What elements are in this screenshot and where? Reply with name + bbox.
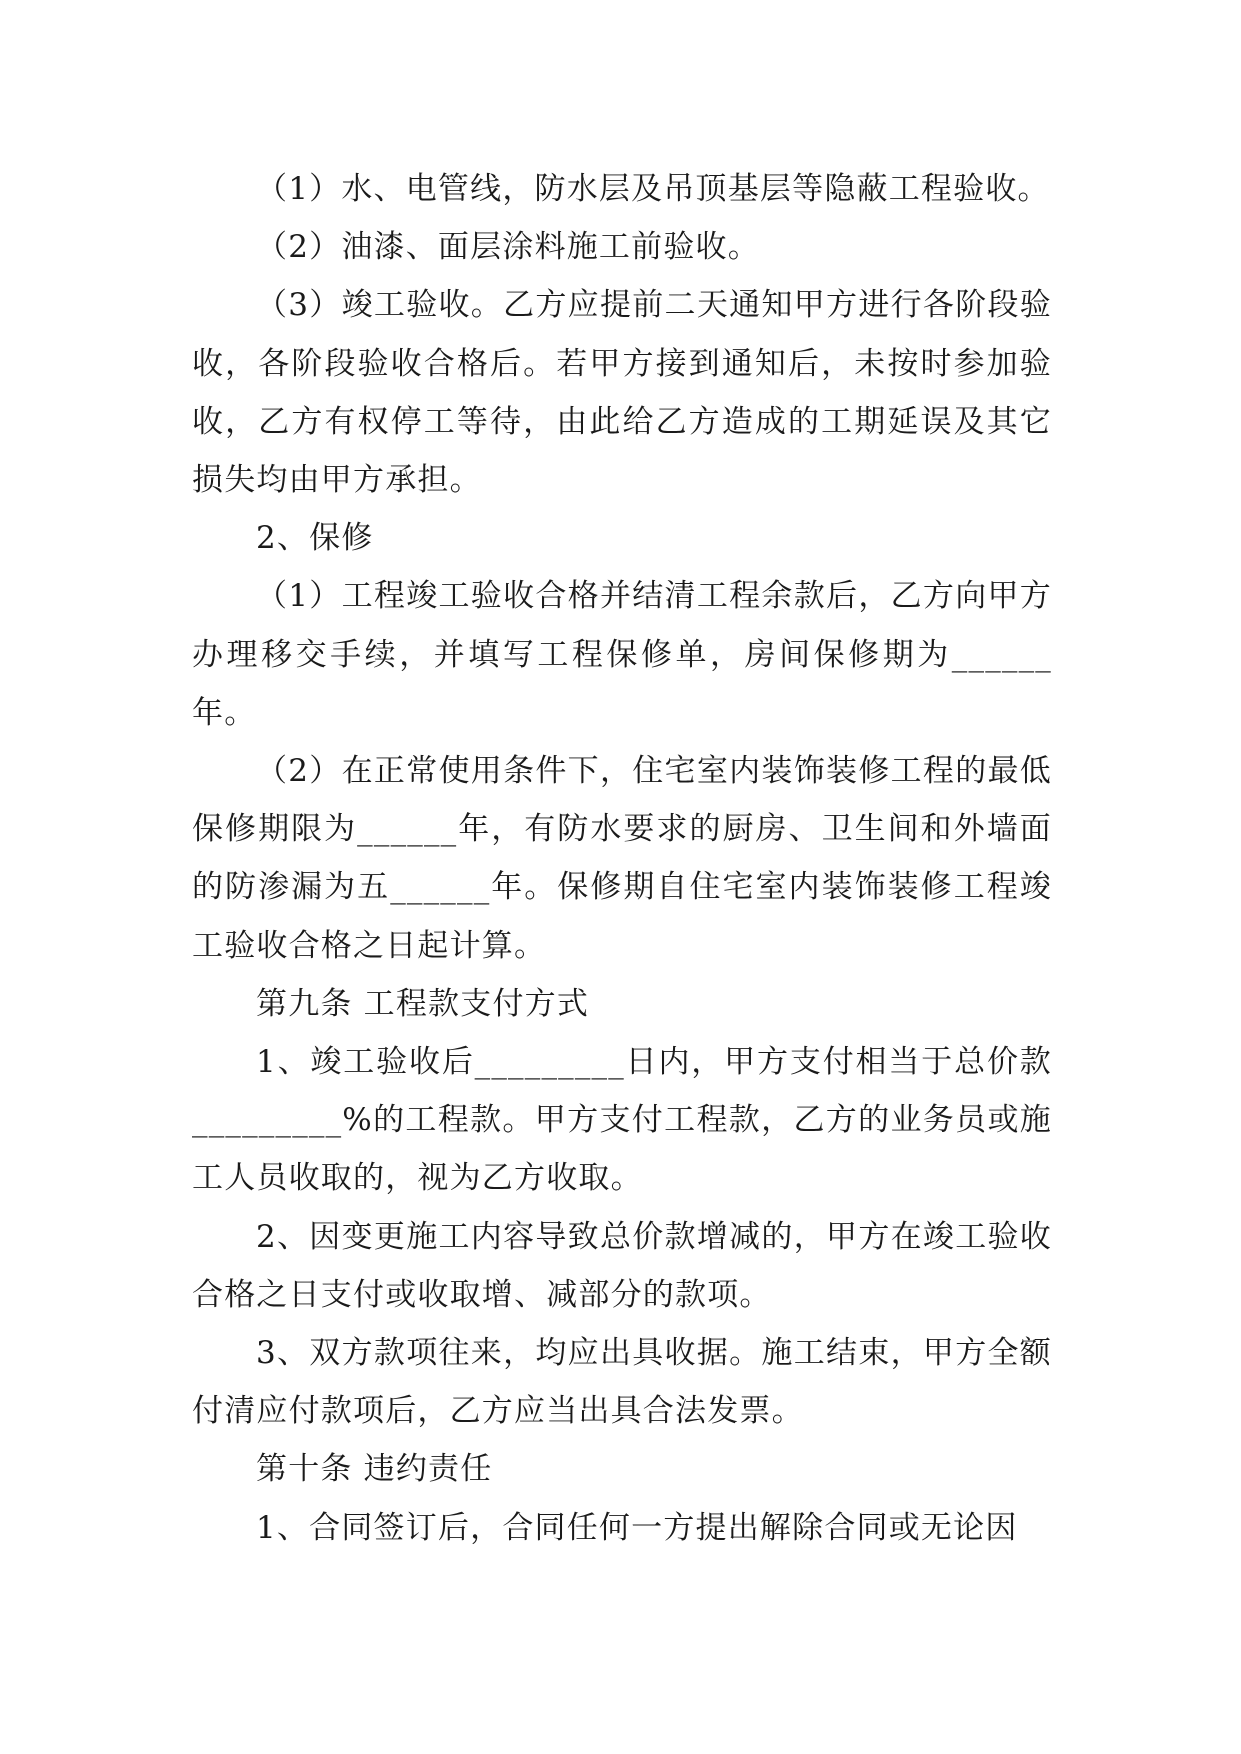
heading-article-9-payment: 第九条 工程款支付方式 — [256, 985, 590, 1022]
paragraph-warranty-period: （2）在正常使用条件下，住宅室内装饰装修工程的最低保修期限为______年，有防水要求的厨房、卫生间和外墙面的防渗漏为五______年。保修期自住宅室内装饰装修工程竣工验收合格之日起计算。 — [192, 753, 1052, 964]
paragraph-paint-inspection: （2）油漆、面层涂料施工前验收。 — [256, 229, 760, 266]
paragraph-payment-after-completion: 1、竣工验收后_________日内，甲方支付相当于总价款_________%的工程款。甲方支付工程款，乙方的业务员或施工人员收取的，视为乙方收取。 — [192, 1044, 1052, 1197]
paragraph-price-changes: 2、因变更施工内容导致总价款增减的，甲方在竣工验收合格之日支付或收取增、减部分的款项。 — [192, 1218, 1052, 1313]
document-body — [192, 160, 1052, 1557]
paragraph-completion-inspection: （3）竣工验收。乙方应提前二天通知甲方进行各阶段验收，各阶段验收合格后。若甲方接到通知后，未按时参加验收，乙方有权停工等待，由此给乙方造成的工期延误及其它损失均由甲方承担。 — [192, 287, 1052, 499]
paragraph-concealed-works-inspection: （1）水、电管线，防水层及吊顶基层等隐蔽工程验收。 — [256, 171, 1050, 207]
heading-article-10-liability: 第十条 违约责任 — [256, 1451, 493, 1488]
paragraph-receipts-invoices: 3、双方款项往来，均应出具收据。施工结束，甲方全额付清应付款项后，乙方应当出具合法发票。 — [192, 1335, 1052, 1430]
paragraph-contract-termination: 1、合同签订后，合同任何一方提出解除合同或无论因 — [256, 1509, 1018, 1546]
paragraph-warranty-handover: （1）工程竣工验收合格并结清工程余款后，乙方向甲方办理移交手续，并填写工程保修单，房间保修期为______年。 — [192, 578, 1052, 731]
heading-warranty: 2、保修 — [256, 520, 374, 557]
